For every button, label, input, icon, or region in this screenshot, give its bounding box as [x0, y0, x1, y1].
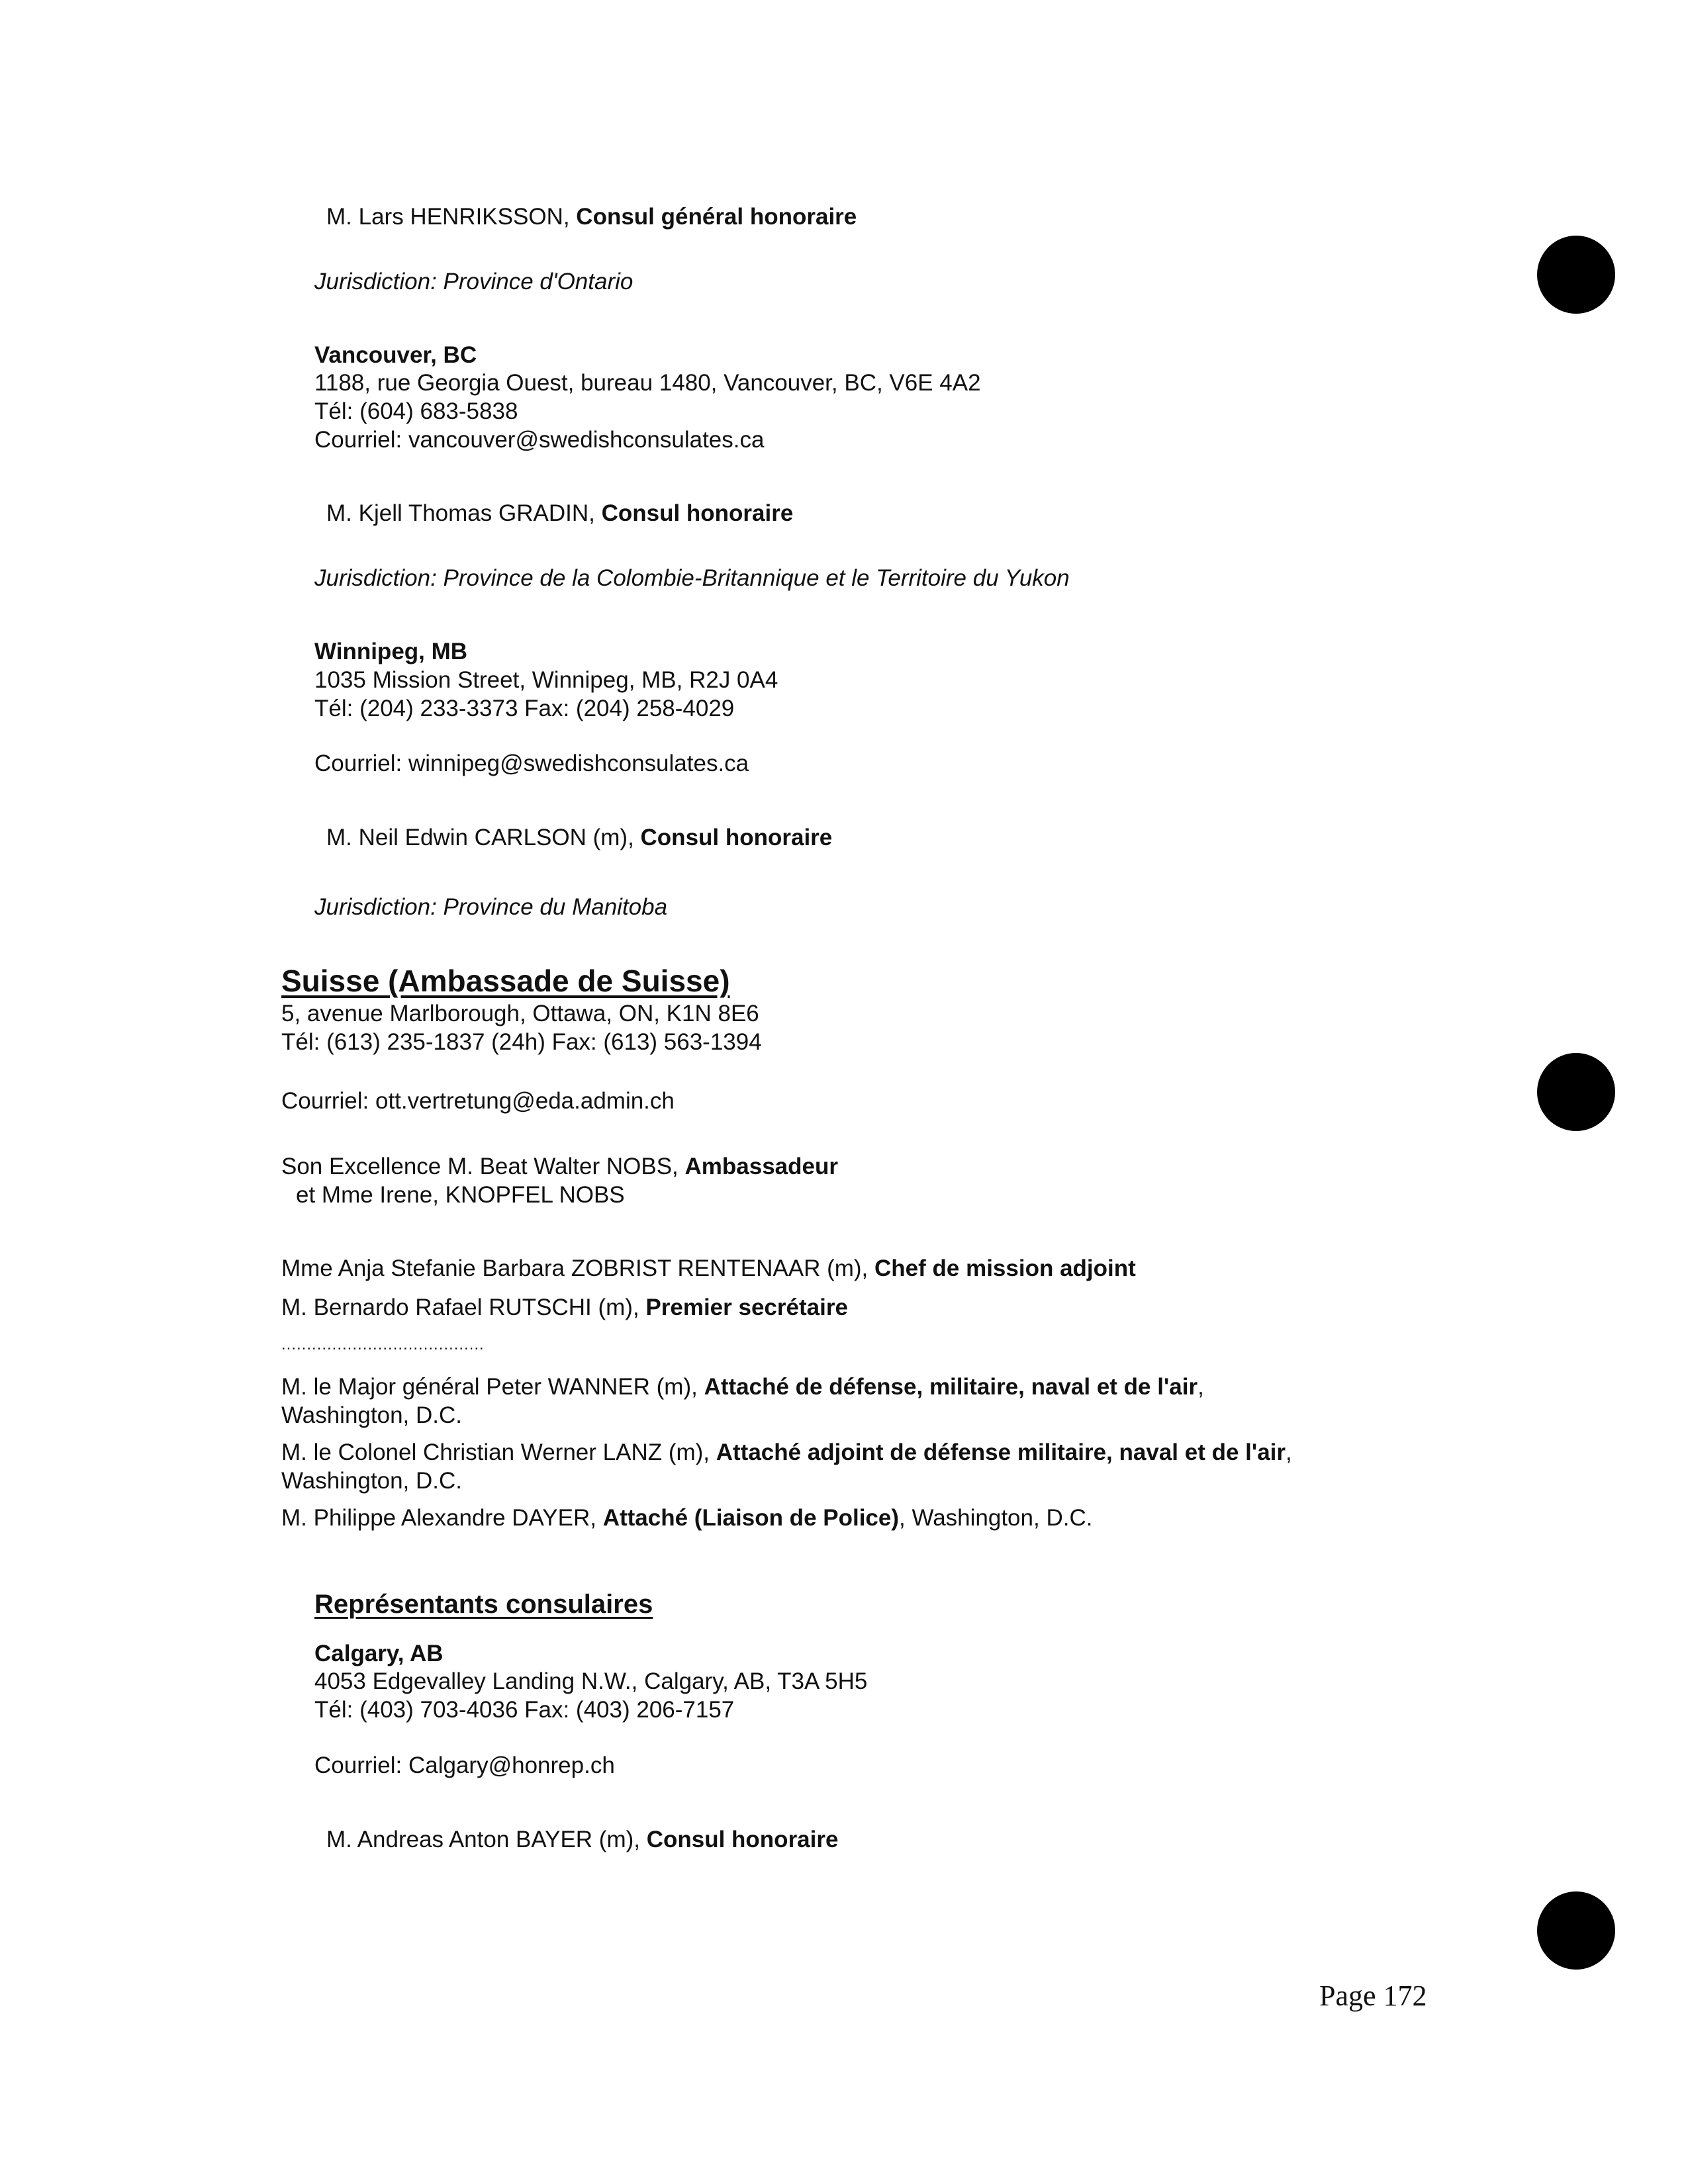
dotted-separator: ........................................: [281, 1336, 485, 1353]
address-vancouver: 1188, rue Georgia Ouest, bureau 1480, Vancouver, BC, V6E 4A2: [314, 370, 981, 396]
person-name: M. le Colonel Christian Werner LANZ (m),: [281, 1439, 716, 1465]
section-heading-consular: Représentants consulaires: [314, 1590, 653, 1619]
jurisdiction-ontario: Jurisdiction: Province d'Ontario: [314, 269, 633, 295]
person-name: M. Andreas Anton BAYER (m),: [326, 1827, 647, 1852]
person-name: M. le Major général Peter WANNER (m),: [281, 1374, 704, 1400]
attache-wanner-location: Washington, D.C.: [281, 1402, 462, 1428]
person-title: Attaché de défense, militaire, naval et de l'air: [704, 1374, 1198, 1400]
address-calgary: 4053 Edgevalley Landing N.W., Calgary, AB, T3A 5H5: [314, 1668, 868, 1694]
address-ottawa: 5, avenue Marlborough, Ottawa, ON, K1N 8E6: [281, 1001, 759, 1026]
staff-zobrist: [281, 1254, 1136, 1283]
attache-lanz-location: Washington, D.C.: [281, 1468, 462, 1494]
person-name: M. Neil Edwin CARLSON (m),: [326, 825, 641, 850]
email-vancouver: Courriel: vancouver@swedishconsulates.ca: [314, 427, 765, 453]
punch-hole-top: [1537, 236, 1615, 314]
attache-wanner: M. le Major général Peter WANNER (m), Attaché de défense, militaire, naval et de l'air,: [281, 1374, 1204, 1400]
person-title: Consul honoraire: [601, 500, 794, 526]
person-title: Consul général honoraire: [576, 204, 857, 230]
person-title: Consul honoraire: [646, 1827, 839, 1852]
person-title: Chef de mission adjoint: [874, 1255, 1136, 1281]
phone-winnipeg: Tél: (204) 233-3373 Fax: (204) 258-4029: [314, 696, 735, 721]
phone-ottawa: Tél: (613) 235-1837 (24h) Fax: (613) 563-1394: [281, 1029, 762, 1055]
page-number: Page 172: [1319, 1979, 1427, 2012]
phone-calgary: Tél: (403) 703-4036 Fax: (403) 206-7157: [314, 1697, 735, 1723]
person-title: Premier secrétaire: [645, 1295, 848, 1320]
attache-lanz: M. le Colonel Christian Werner LANZ (m), Attaché adjoint de défense militaire, naval et de l'air,: [281, 1439, 1292, 1465]
section-heading-suisse: Suisse (Ambassade de Suisse): [281, 964, 730, 998]
city-calgary: Calgary, AB: [314, 1641, 444, 1666]
punch-hole-middle: [1537, 1053, 1615, 1131]
email-calgary: Courriel: Calgary@honrep.ch: [314, 1752, 615, 1778]
ambassador-spouse: et Mme Irene, KNOPFEL NOBS: [296, 1182, 625, 1208]
phone-vancouver: Tél: (604) 683-5838: [314, 398, 518, 424]
staff-rutschi: [281, 1293, 848, 1322]
person-name: M. Kjell Thomas GRADIN,: [326, 500, 602, 526]
city-vancouver: Vancouver, BC: [314, 342, 477, 368]
person-title: Attaché adjoint de défense militaire, naval et de l'air: [716, 1439, 1286, 1465]
email-ottawa: Courriel: ott.vertretung@eda.admin.ch: [281, 1088, 675, 1114]
consul-bayer: [326, 1825, 838, 1854]
email-winnipeg: Courriel: winnipeg@swedishconsulates.ca: [314, 751, 749, 776]
attache-dayer: M. Philippe Alexandre DAYER, Attaché (Liaison de Police), Washington, D.C.: [281, 1505, 1093, 1531]
person-name: M. Philippe Alexandre DAYER,: [281, 1505, 603, 1531]
person-title: Consul honoraire: [640, 825, 833, 850]
person-title: Attaché (Liaison de Police): [602, 1505, 900, 1531]
consul-carlson: [326, 823, 832, 852]
jurisdiction-manitoba: Jurisdiction: Province du Manitoba: [314, 894, 668, 920]
person-title: Ambassadeur: [684, 1154, 838, 1179]
person-name: Mme Anja Stefanie Barbara ZOBRIST RENTENAAR (m),: [281, 1255, 875, 1281]
ambassador: [281, 1152, 838, 1181]
consul-gradin: [326, 499, 793, 528]
address-winnipeg: 1035 Mission Street, Winnipeg, MB, R2J 0A4: [314, 667, 778, 693]
person-name: M. Lars HENRIKSSON,: [326, 204, 577, 230]
person-name: M. Bernardo Rafael RUTSCHI (m),: [281, 1295, 646, 1320]
punch-hole-bottom: [1537, 1891, 1615, 1970]
person-name: Son Excellence M. Beat Walter NOBS,: [281, 1154, 685, 1179]
city-winnipeg: Winnipeg, MB: [314, 639, 468, 664]
jurisdiction-bc: Jurisdiction: Province de la Colombie-Britannique et le Territoire du Yukon: [314, 565, 1070, 591]
consul-henriksson: [326, 203, 857, 232]
